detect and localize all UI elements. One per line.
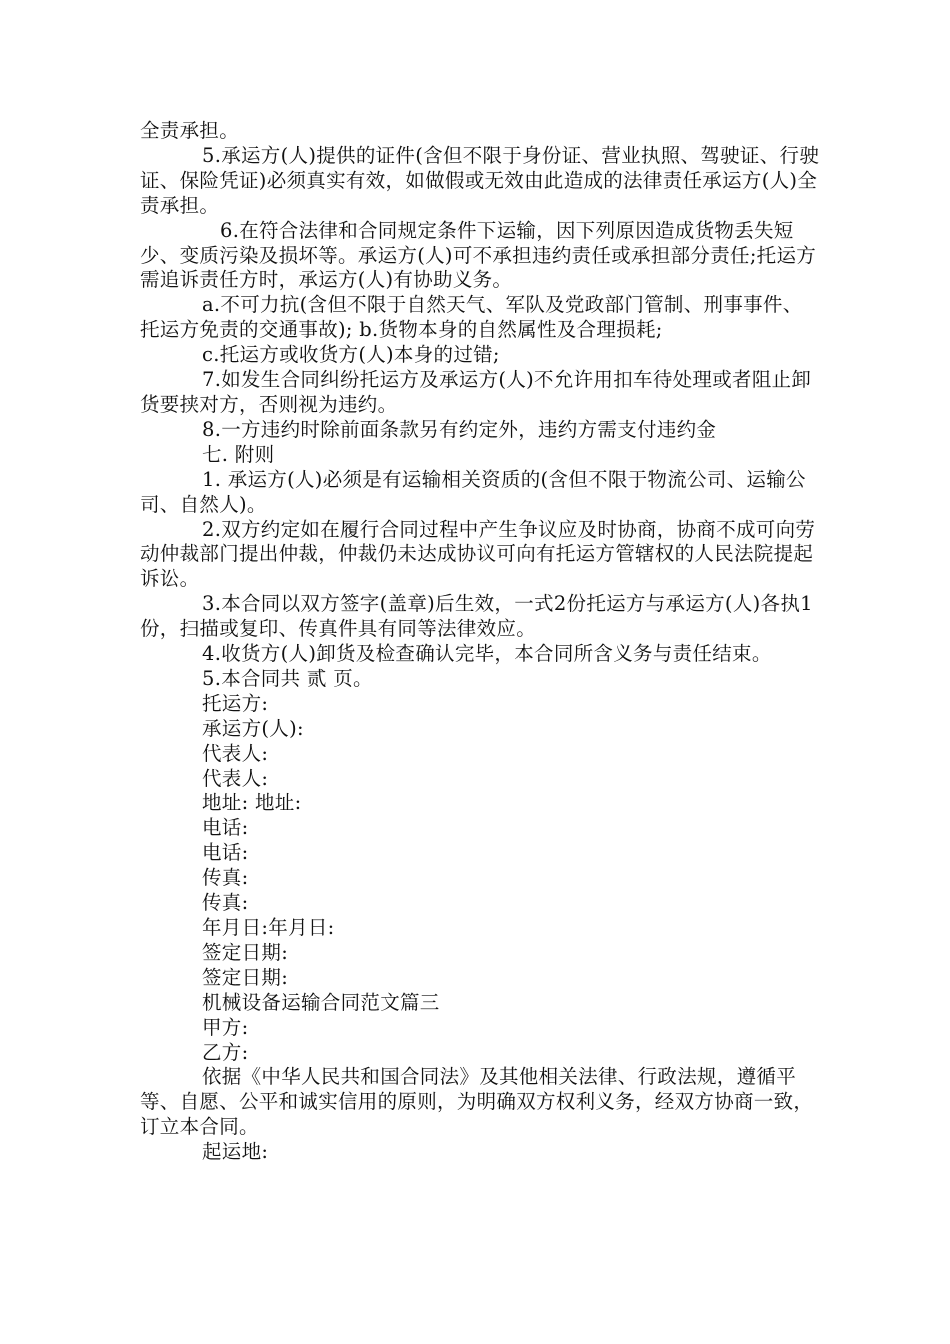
paragraph: 7.如发生合同纠纷托运方及承运方(人)不允许用扣车待处理或者阻止卸货要挟对方，否则视为违约。 xyxy=(140,368,812,416)
signature-field: 电话: xyxy=(202,816,249,840)
signature-field: 年月日:年月日: xyxy=(202,916,335,939)
section-heading: 七. 附则 xyxy=(202,442,275,466)
paragraph: 5.本合同共 贰 页。 xyxy=(202,666,373,690)
paragraph: 依据《中华人民共和国合同法》及其他相关法律、行政法规，遵循平等、自愿、公平和诚实信用的原则，为明确双方权利义务，经双方协商一致，订立本合同。 xyxy=(140,1065,814,1139)
signature-field: 电话: xyxy=(202,841,249,865)
signature-field: 代表人: xyxy=(202,741,269,765)
signature-field: 托运方: xyxy=(202,691,269,715)
contract-field: 起运地: xyxy=(202,1140,269,1164)
paragraph: 3.本合同以双方签字(盖章)后生效，一式2份托运方与承运方(人)各执1份，扫描或复印、传真件具有同等法律效应。 xyxy=(140,592,813,641)
party-field: 乙方: xyxy=(202,1040,249,1064)
signature-field: 代表人: xyxy=(202,766,269,790)
paragraph: 5.承运方(人)提供的证件(含但不限于身份证、营业执照、驾驶证、行驶证、保险凭证)必须真实有效，如做假或无效由此造成的法律责任承运方(人)全责承担。 xyxy=(140,143,820,217)
signature-field: 传真: xyxy=(202,891,249,915)
paragraph: a.不可力抗(含但不限于自然天气、军队及党政部门管制、刑事事件、托运方免责的交通事故); b.货物本身的自然属性及合理损耗; xyxy=(140,293,803,342)
section-title: 机械设备运输合同范文篇三 xyxy=(202,990,440,1014)
paragraph: 8.一方违约时除前面条款另有约定外，违约方需支付违约金 xyxy=(202,417,717,441)
signature-field: 承运方(人): xyxy=(202,716,304,740)
signature-field: 签定日期: xyxy=(202,940,289,964)
paragraph: 6.在符合法律和合同规定条件下运输，因下列原因造成货物丢失短少、变质污染及损坏等。承运方(人)可不承担违约责任或承担部分责任;托运方需追诉责任方时，承运方(人)有协助义务。 xyxy=(140,218,817,292)
signature-field: 地址: 地址: xyxy=(202,791,302,815)
paragraph: 4.收货方(人)卸货及检查确认完毕，本合同所含义务与责任结束。 xyxy=(202,642,772,666)
paragraph: c.托运方或收货方(人)本身的过错; xyxy=(202,343,500,367)
signature-field: 传真: xyxy=(202,866,249,890)
paragraph: 1. 承运方(人)必须是有运输相关资质的(含但不限于物流公司、运输公司、自然人)。 xyxy=(140,467,806,516)
paragraph: 2.双方约定如在履行合同过程中产生争议应及时协商，协商不成可向劳动仲裁部门提出仲裁，仲裁仍未达成协议可向有托运方管辖权的人民法院提起诉讼。 xyxy=(140,517,816,591)
paragraph: 全责承担。 xyxy=(140,119,240,142)
signature-field: 签定日期: xyxy=(202,965,289,989)
party-field: 甲方: xyxy=(202,1015,249,1039)
document-body xyxy=(140,119,820,1165)
